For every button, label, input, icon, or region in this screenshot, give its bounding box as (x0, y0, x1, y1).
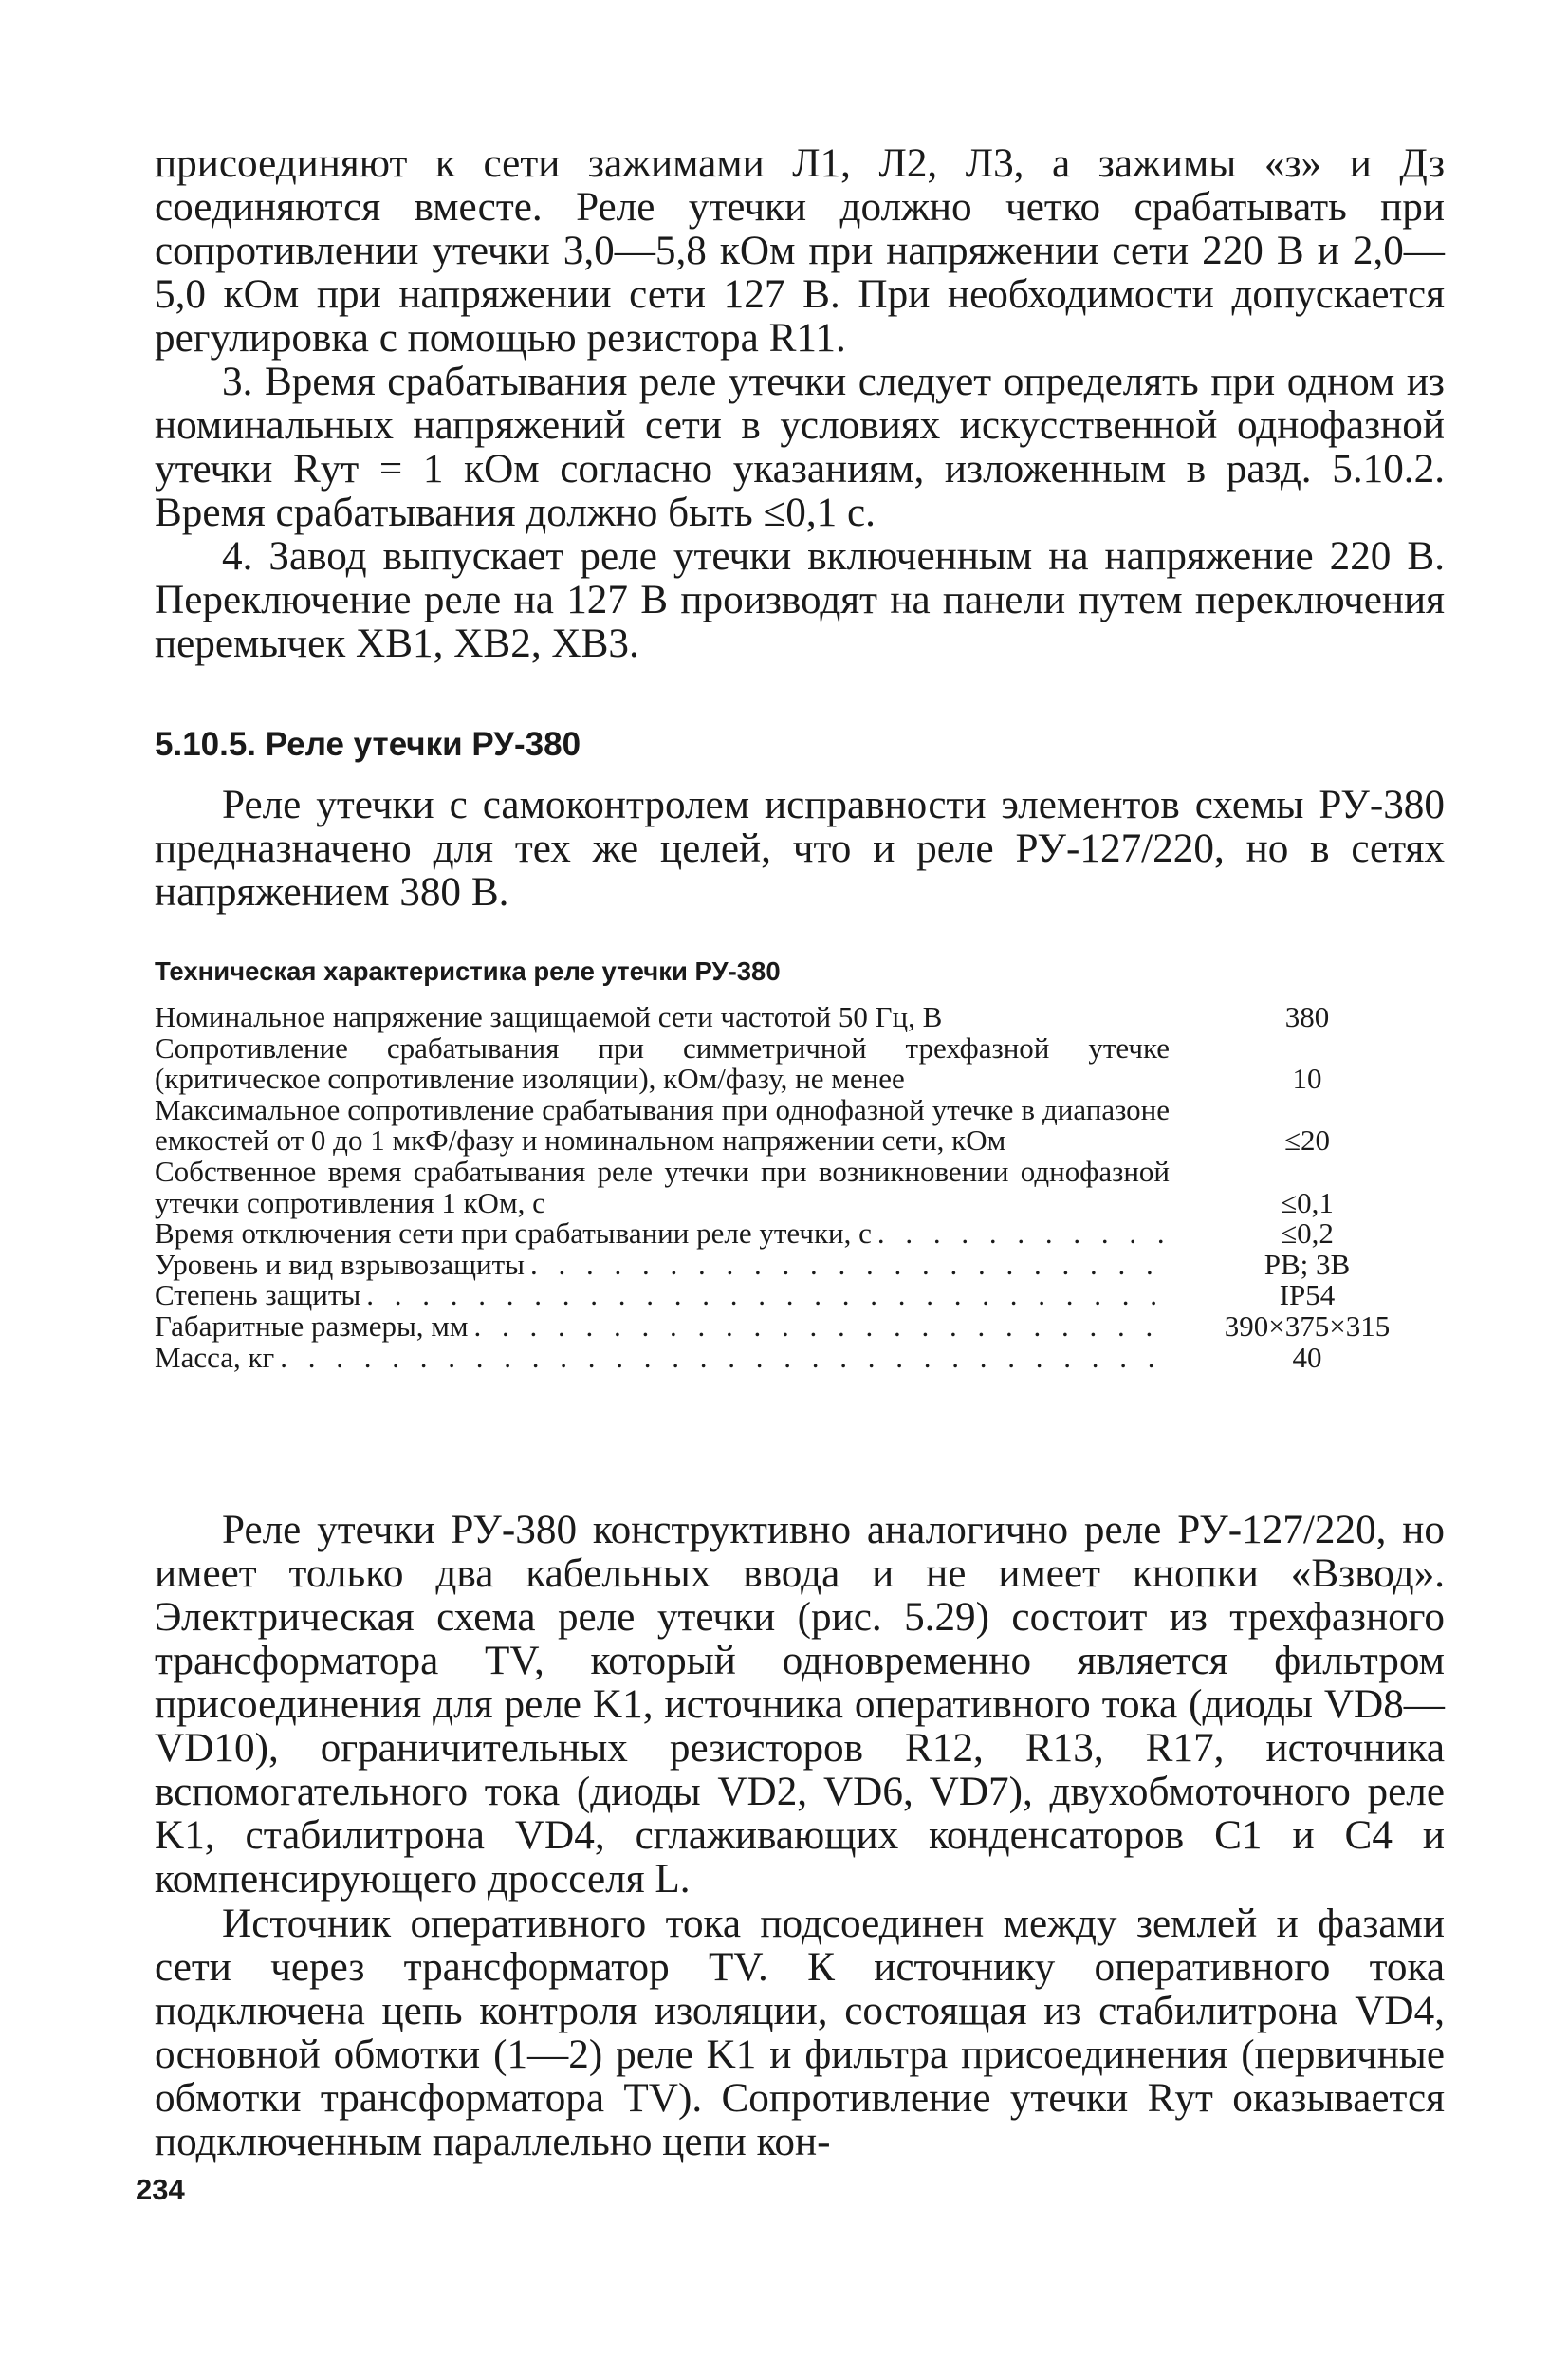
spec-row (155, 1092, 1445, 1158)
spec-desc-leader (155, 1247, 1170, 1281)
spec-value: ≤0,2 (1281, 1216, 1334, 1251)
spec-value: 390×375×315 (1224, 1308, 1391, 1343)
spec-row (155, 1308, 1445, 1343)
leader-dots (469, 1311, 1170, 1343)
spec-desc: Сопротивление срабатывания при симметричной трехфазной утечке (критическое сопротивление изоляции), кОм/фазу, не менее (155, 1030, 1170, 1096)
spec-row (155, 1280, 1445, 1311)
spec-desc: Степень защиты (155, 1278, 361, 1312)
spec-desc: Масса, кг (155, 1340, 275, 1374)
spec-value: ≤0,1 (1281, 1185, 1334, 1219)
leader-dots (360, 1280, 1170, 1311)
bottom-paragraph-1: Реле утечки РУ-380 конструктивно аналогично реле РУ-127/220, но имеет только два кабельных ввода и не имеет кнопки «Взвод». Электрическая схема реле утечки (рис. 5.29) состоит из трехфазного трансформатора TV, который одновременно является фильтром присоединения для реле K1, источника оперативного тока (диоды VD8—VD10), ограничительных резисторов R12, R13, R17, источника вспомогательного тока (диоды VD2, VD6, VD7), двухобмоточного реле K1, стабилитрона VD4, сглаживающих конденсаторов C1 и C4 и компенсирующего дросселя L. (155, 1508, 1445, 1902)
bottom-paragraph-2: Источник оперативного тока подсоединен между землей и фазами сети через трансформатор TV. К источнику оперативного тока подключена цепь контроля изоляции, состоящая из стабилитрона VD4, основной обмотки (1—2) реле K1 и фильтра присоединения (первичные обмотки трансформатора TV). Сопротивление утечки Rут оказывается подключенным параллельно цепи кон- (155, 1902, 1445, 2164)
spec-desc-leader (155, 1308, 1170, 1343)
spec-value: 10 (1292, 1062, 1322, 1096)
spec-row (155, 1247, 1445, 1281)
spec-desc: Время отключения сети при срабатывании реле утечки, с (155, 1216, 872, 1251)
leader-dots (872, 1218, 1170, 1250)
spec-desc: Уровень и вид взрывозащиты (155, 1247, 525, 1281)
spec-value: РВ; 3В (1264, 1247, 1351, 1281)
top-paragraph-1: присоединяют к сети зажимами Л1, Л2, Л3, а зажимы «з» и Дз соединяются вместе. Реле утечки должно четко срабатывать при сопротивлении утечки 3,0—5,8 кОм при напряжении сети 220 В и 2,0—5,0 кОм при напряжении сети 127 В. При необходимости допускается регулировка с помощью резистора R11. (155, 141, 1445, 361)
spec-desc-leader (155, 1340, 1170, 1374)
section-intro: Реле утечки с самоконтролем исправности элементов схемы РУ-380 предназначено для тех же целей, что и реле РУ-127/220, но в сетях напряжением 380 В. (155, 783, 1445, 915)
spec-value: ≤20 (1283, 1123, 1330, 1158)
spec-desc-leader (155, 1280, 1170, 1311)
top-paragraph-2: 3. Время срабатывания реле утечки следует определять при одном из номинальных напряжений сети в условиях искусственной однофазной утечки Rут = 1 кОм согласно указаниям, изложенным в разд. 5.10.2. Время срабатывания должно быть ≤0,1 с. (155, 360, 1445, 535)
page-number: 234 (136, 2173, 185, 2206)
spec-row (155, 1340, 1445, 1374)
spec-table-title: Техническая характеристика реле утечки РУ-380 (155, 956, 781, 986)
spec-desc-leader (155, 1218, 1170, 1250)
spec-desc: Габаритные размеры, мм (155, 1308, 469, 1343)
leader-dots (274, 1343, 1170, 1374)
spec-row (155, 1030, 1445, 1096)
top-paragraph-3: 4. Завод выпускает реле утечки включенным на напряжение 220 В. Переключение реле на 127 В производят на панели путем переключения перемычек XB1, XB2, XB3. (155, 534, 1445, 666)
spec-desc: Номинальное напряжение защищаемой сети частотой 50 Гц, В (155, 1000, 943, 1033)
spec-row (155, 1002, 1445, 1033)
spec-desc: Максимальное сопротивление срабатывания при однофазной утечке в диапазоне емкостей от 0 до 1 мкФ/фазу и номинальном напряжении сети, кОм (155, 1092, 1170, 1158)
spec-row (155, 1218, 1445, 1250)
leader-dots (525, 1250, 1170, 1281)
spec-value: IP54 (1279, 1278, 1336, 1312)
spec-value: 380 (1284, 1000, 1330, 1033)
spec-value: 40 (1292, 1340, 1322, 1374)
spec-table (155, 1002, 1445, 1373)
spec-desc: Собственное время срабатывания реле утечки при возникновении однофазной утечки сопротивления 1 кОм, с (155, 1154, 1170, 1219)
spec-row (155, 1154, 1445, 1219)
section-title: 5.10.5. Реле утечки РУ-380 (155, 726, 581, 763)
